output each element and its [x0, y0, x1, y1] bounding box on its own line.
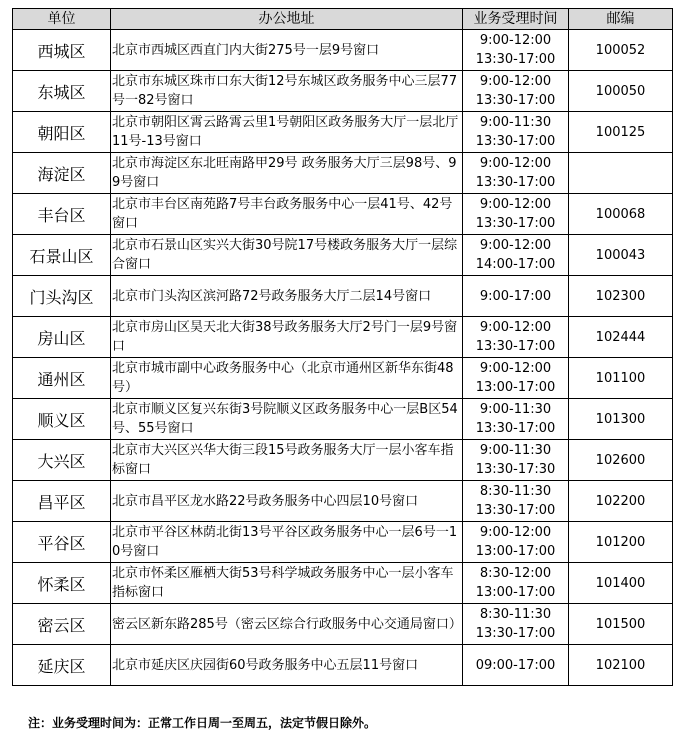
- cell-postcode: 100068: [569, 194, 673, 235]
- cell-unit: 门头沟区: [13, 276, 111, 317]
- cell-hours: [463, 317, 569, 358]
- hours-line: 9:00-12:00: [479, 361, 552, 376]
- hours-line: 13:30-17:00: [475, 52, 556, 67]
- header-postcode: 邮编: [569, 9, 673, 30]
- cell-hours: [463, 481, 569, 522]
- cell-postcode: 101200: [569, 522, 673, 563]
- cell-address: 北京市石景山区实兴大街30号院17号楼政务服务大厅一层综合窗口: [111, 235, 463, 276]
- cell-postcode: 100050: [569, 71, 673, 112]
- cell-postcode: 101400: [569, 563, 673, 604]
- hours-line: 8:30-11:30: [479, 607, 552, 622]
- hours-line: 9:00-11:30: [479, 115, 552, 130]
- cell-hours: [463, 563, 569, 604]
- hours-line: 13:30-17:00: [475, 626, 556, 641]
- cell-unit: 丰台区: [13, 194, 111, 235]
- cell-address: 北京市城市副中心政务服务中心（北京市通州区新华东街48号）: [111, 358, 463, 399]
- table-row: [13, 317, 673, 358]
- table-row: [13, 645, 673, 686]
- header-hours: 业务受理时间: [463, 9, 569, 30]
- cell-unit: 怀柔区: [13, 563, 111, 604]
- cell-hours: [463, 30, 569, 71]
- cell-hours: [463, 194, 569, 235]
- header-unit: 单位: [13, 9, 111, 30]
- cell-unit: 顺义区: [13, 399, 111, 440]
- cell-unit: 通州区: [13, 358, 111, 399]
- cell-postcode: 100052: [569, 30, 673, 71]
- cell-hours: [463, 153, 569, 194]
- hours-line: 9:00-12:00: [479, 238, 552, 253]
- hours-line: 13:30-17:30: [475, 462, 556, 477]
- cell-unit: 延庆区: [13, 645, 111, 686]
- hours-line: 9:00-12:00: [479, 33, 552, 48]
- table-body: [13, 30, 673, 686]
- cell-address: 北京市门头沟区滨河路72号政务服务大厅二层14号窗口: [111, 276, 463, 317]
- cell-postcode: [569, 153, 673, 194]
- cell-address: 密云区新东路285号（密云区综合行政服务中心交通局窗口）: [111, 604, 463, 645]
- cell-postcode: 102600: [569, 440, 673, 481]
- table-row: [13, 71, 673, 112]
- table-row: [13, 153, 673, 194]
- cell-postcode: 101500: [569, 604, 673, 645]
- cell-hours: [463, 604, 569, 645]
- table-row: [13, 604, 673, 645]
- hours-line: 13:00-17:00: [475, 380, 556, 395]
- office-table: [12, 8, 673, 686]
- cell-address: 北京市东城区珠市口东大街12号东城区政务服务中心三层77号一82号窗口: [111, 71, 463, 112]
- hours-line: 13:30-17:00: [475, 503, 556, 518]
- table-row: [13, 112, 673, 153]
- cell-postcode: 102444: [569, 317, 673, 358]
- cell-address: 北京市延庆区庆园街60号政务服务中心五层11号窗口: [111, 645, 463, 686]
- cell-postcode: 100043: [569, 235, 673, 276]
- hours-line: 8:30-11:30: [479, 484, 552, 499]
- cell-postcode: 101100: [569, 358, 673, 399]
- hours-line: 9:00-17:00: [479, 288, 552, 304]
- header-address: 办公地址: [111, 9, 463, 30]
- cell-postcode: 101300: [569, 399, 673, 440]
- hours-line: 9:00-12:00: [479, 525, 552, 540]
- hours-line: 14:00-17:00: [475, 257, 556, 272]
- cell-hours: [463, 645, 569, 686]
- cell-hours: [463, 358, 569, 399]
- cell-hours: [463, 235, 569, 276]
- table-row: [13, 522, 673, 563]
- cell-unit: 昌平区: [13, 481, 111, 522]
- hours-line: 13:00-17:00: [475, 585, 556, 600]
- cell-hours: [463, 112, 569, 153]
- hours-line: 13:30-17:00: [475, 93, 556, 108]
- hours-line: 9:00-12:00: [479, 74, 552, 89]
- cell-address: 北京市海淀区东北旺南路甲29号 政务服务大厅三层98号、99号窗口: [111, 153, 463, 194]
- cell-unit: 海淀区: [13, 153, 111, 194]
- table-row: [13, 235, 673, 276]
- cell-unit: 石景山区: [13, 235, 111, 276]
- hours-line: 9:00-12:00: [479, 197, 552, 212]
- cell-address: 北京市大兴区兴华大街三段15号政务服务大厅一层小客车指标窗口: [111, 440, 463, 481]
- cell-address: 北京市丰台区南苑路7号丰台政务服务中心一层41号、42号窗口: [111, 194, 463, 235]
- hours-line: 9:00-11:30: [479, 443, 552, 458]
- hours-line: 9:00-12:00: [479, 320, 552, 335]
- table-header-row: [13, 9, 673, 30]
- cell-hours: [463, 399, 569, 440]
- cell-address: 北京市怀柔区雁栖大街53号科学城政务服务中心一层小客车指标窗口: [111, 563, 463, 604]
- cell-unit: 西城区: [13, 30, 111, 71]
- hours-line: 13:30-17:00: [475, 339, 556, 354]
- cell-hours: [463, 440, 569, 481]
- table-row: [13, 276, 673, 317]
- cell-postcode: 102200: [569, 481, 673, 522]
- hours-line: 9:00-11:30: [479, 402, 552, 417]
- hours-line: 13:30-17:00: [475, 421, 556, 436]
- cell-address: 北京市平谷区林荫北街13号平谷区政务服务中心一层6号一10号窗口: [111, 522, 463, 563]
- cell-address: 北京市西城区西直门内大街275号一层9号窗口: [111, 30, 463, 71]
- hours-line: 09:00-17:00: [475, 657, 556, 673]
- cell-address: 北京市昌平区龙水路22号政务服务中心四层10号窗口: [111, 481, 463, 522]
- cell-unit: 东城区: [13, 71, 111, 112]
- cell-hours: [463, 522, 569, 563]
- hours-line: 8:30-12:00: [479, 566, 552, 581]
- cell-unit: 平谷区: [13, 522, 111, 563]
- hours-line: 13:30-17:00: [475, 175, 556, 190]
- table-row: [13, 399, 673, 440]
- table-row: [13, 481, 673, 522]
- cell-hours: [463, 71, 569, 112]
- hours-line: 13:00-17:00: [475, 544, 556, 559]
- cell-postcode: 102100: [569, 645, 673, 686]
- cell-address: 北京市房山区昊天北大街38号政务服务大厅2号门一层9号窗口: [111, 317, 463, 358]
- cell-postcode: 102300: [569, 276, 673, 317]
- table-row: [13, 358, 673, 399]
- cell-unit: 房山区: [13, 317, 111, 358]
- cell-unit: 大兴区: [13, 440, 111, 481]
- cell-unit: 密云区: [13, 604, 111, 645]
- hours-line: 9:00-12:00: [479, 156, 552, 171]
- footnote: 注：业务受理时间为：正常工作日周一至周五，法定节假日除外。: [28, 716, 377, 730]
- table-row: [13, 194, 673, 235]
- cell-unit: 朝阳区: [13, 112, 111, 153]
- cell-hours: [463, 276, 569, 317]
- cell-postcode: 100125: [569, 112, 673, 153]
- hours-line: 13:30-17:00: [475, 216, 556, 231]
- cell-address: 北京市顺义区复兴东街3号院顺义区政务服务中心一层B区54号、55号窗口: [111, 399, 463, 440]
- table-row: [13, 563, 673, 604]
- hours-line: 13:30-17:00: [475, 134, 556, 149]
- cell-address: 北京市朝阳区霄云路霄云里1号朝阳区政务服务大厅一层北厅11号-13号窗口: [111, 112, 463, 153]
- office-table-container: [12, 8, 673, 686]
- table-row: [13, 440, 673, 481]
- table-row: [13, 30, 673, 71]
